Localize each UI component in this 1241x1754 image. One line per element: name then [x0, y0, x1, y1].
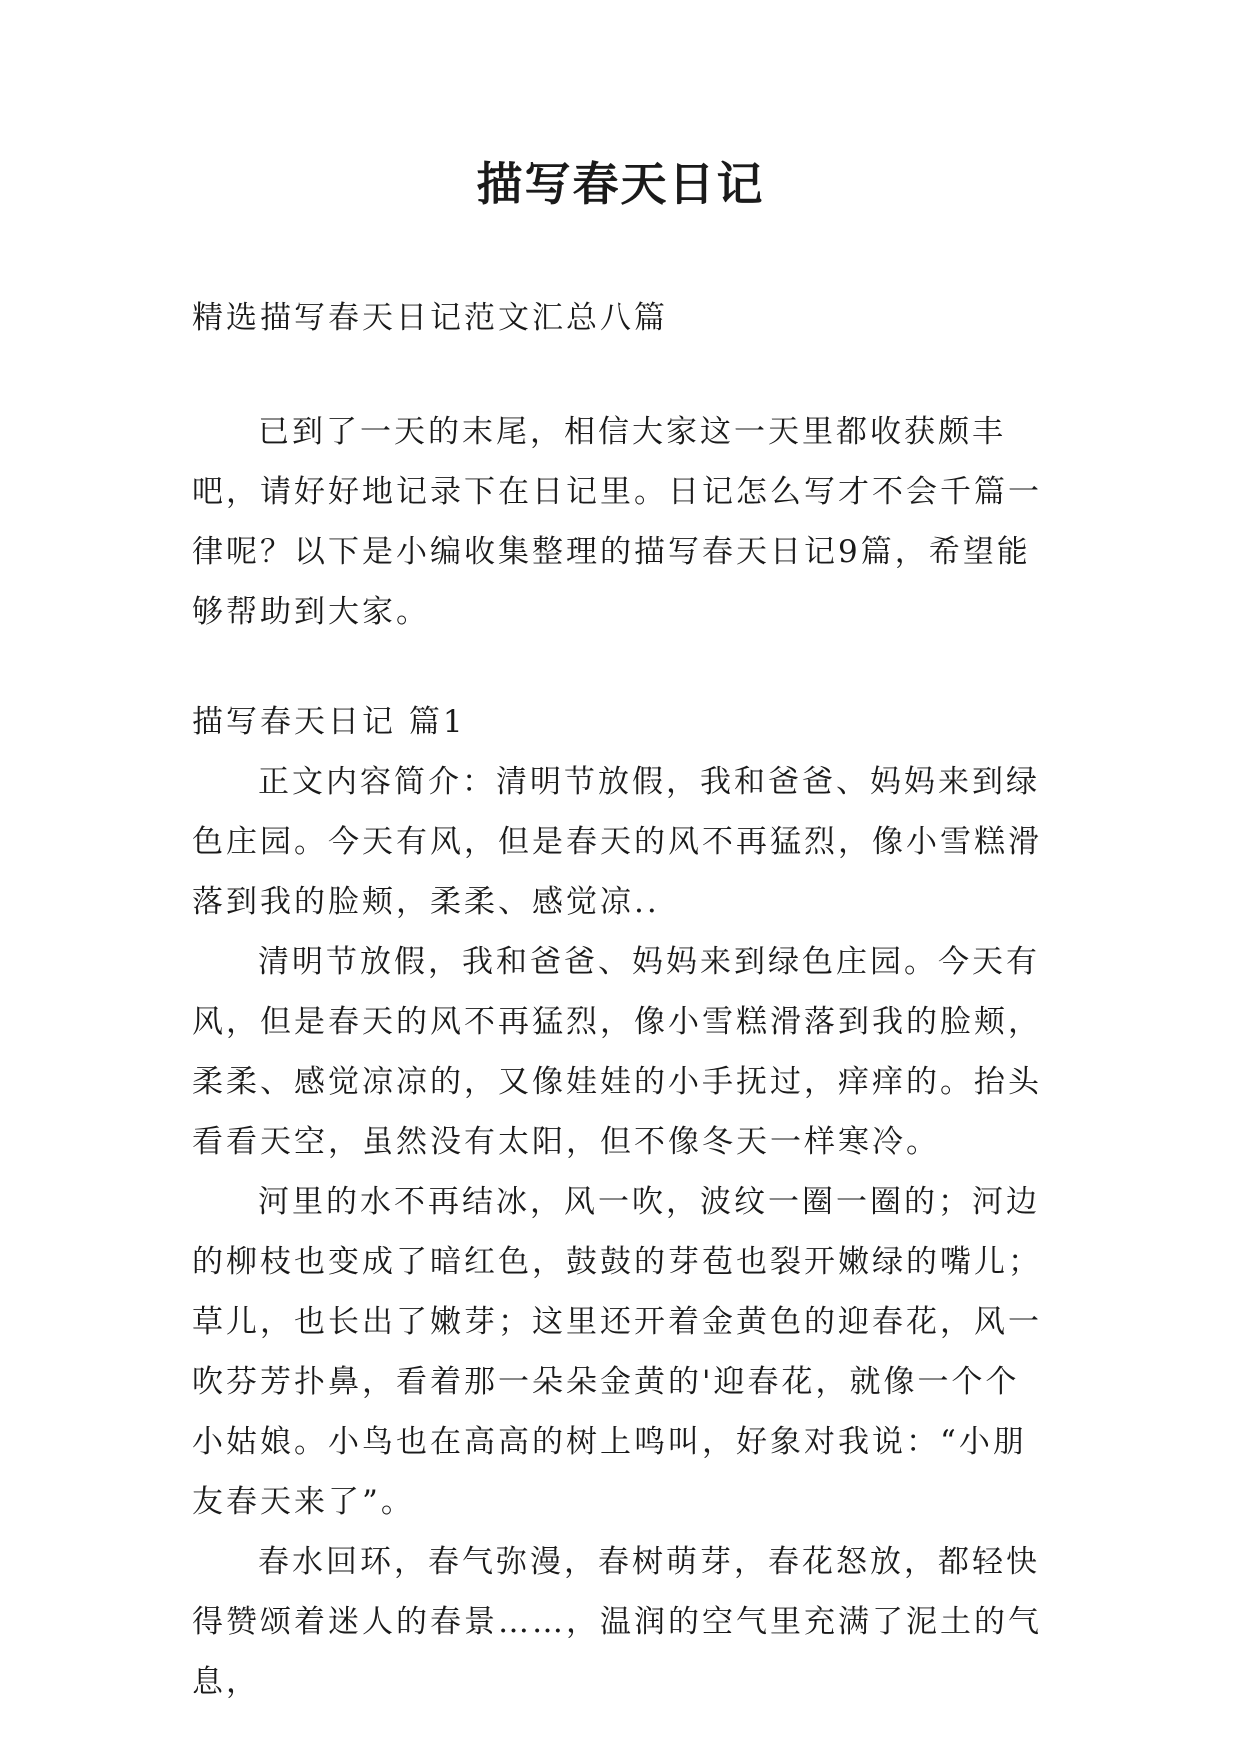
article-paragraph: 春水回环，春气弥漫，春树萌芽，春花怒放，都轻快得赞颂着迷人的春景……，温润的空气里充满了泥土的气息，: [192, 1544, 1042, 1700]
section-heading: 描写春天日记 篇1: [192, 704, 466, 740]
intro-paragraph: 已到了一天的末尾，相信大家这一天里都收获颇丰吧，请好好地记录下在日记里。日记怎么写才不会千篇一律呢？以下是小编收集整理的描写春天日记9篇，希望能够帮助到大家。: [192, 414, 1042, 630]
document-subtitle: 精选描写春天日记范文汇总八篇: [192, 300, 668, 336]
document-title: 描写春天日记: [476, 157, 765, 211]
article-body: [192, 752, 1052, 1712]
article-paragraph: 河里的水不再结冰，风一吹，波纹一圈一圈的；河边的柳枝也变成了暗红色，鼓鼓的芽苞也裂开嫩绿的嘴儿；草儿，也长出了嫩芽；这里还开着金黄色的迎春花，风一吹芬芳扑鼻，看着那一朵朵金黄的'迎春花，就像一个个小姑娘。小鸟也在高高的树上鸣叫，好象对我说：“小朋友春天来了”。: [192, 1184, 1042, 1520]
article-paragraph: 清明节放假，我和爸爸、妈妈来到绿色庄园。今天有风，但是春天的风不再猛烈，像小雪糕滑落到我的脸颊，柔柔、感觉凉凉的，又像娃娃的小手抚过，痒痒的。抬头看看天空，虽然没有太阳，但不像冬天一样寒冷。: [192, 944, 1042, 1160]
article-paragraph: 正文内容简介：清明节放假，我和爸爸、妈妈来到绿色庄园。今天有风，但是春天的风不再猛烈，像小雪糕滑落到我的脸颊，柔柔、感觉凉..: [192, 764, 1042, 920]
